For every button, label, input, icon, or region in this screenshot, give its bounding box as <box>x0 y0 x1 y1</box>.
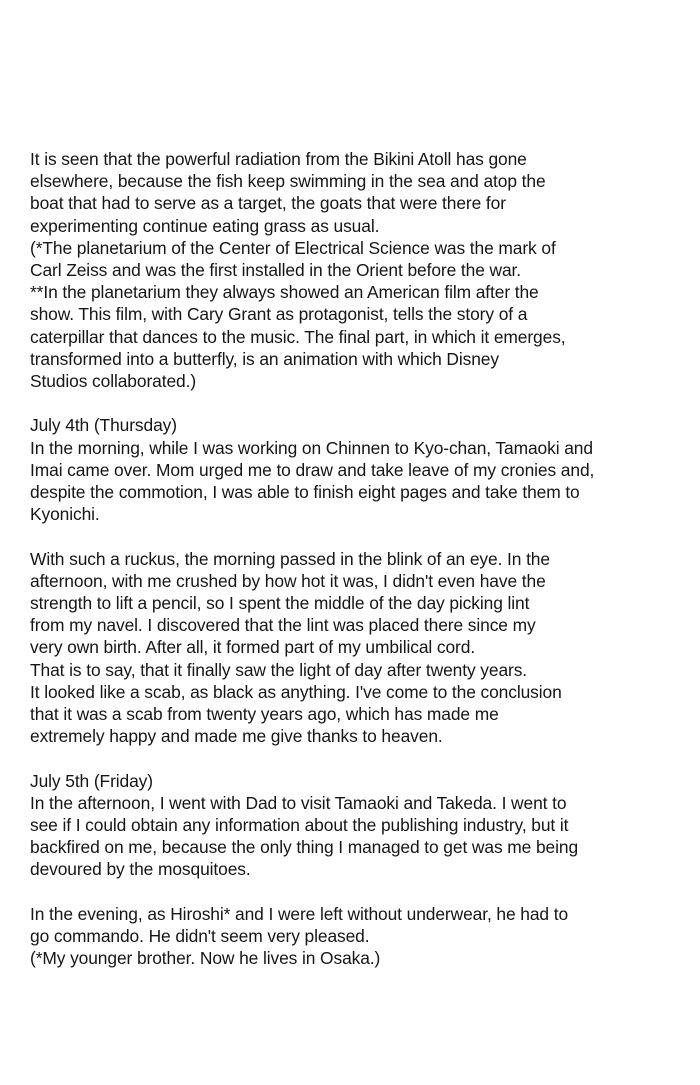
text-line: go commando. He didn't seem very pleased. <box>30 926 370 947</box>
paragraph <box>30 903 690 970</box>
text-line: In the morning, while I was working on Chinnen to Kyo-chan, Tamaoki and <box>30 437 593 458</box>
text-line: elsewhere, because the fish keep swimming in the sea and atop the <box>30 171 546 192</box>
text-line: despite the commotion, I was able to finish eight pages and take them to <box>30 482 580 503</box>
text-line: Imai came over. Mom urged me to draw and take leave of my cronies and, <box>30 459 595 480</box>
text-line: caterpillar that dances to the music. The final part, in which it emerges, <box>30 326 566 347</box>
text-line: boat that had to serve as a target, the goats that were there for <box>30 193 506 214</box>
text-line: It looked like a scab, as black as anything. I've come to the conclusion <box>30 681 562 702</box>
text-line: transformed into a butterfly, is an animation with which Disney <box>30 348 499 369</box>
text-line: In the afternoon, I went with Dad to visit Tamaoki and Takeda. I went to <box>30 792 567 813</box>
paragraph <box>30 148 690 392</box>
text-line: July 5th (Friday) <box>30 770 153 791</box>
text-line: It is seen that the powerful radiation from the Bikini Atoll has gone <box>30 149 527 169</box>
text-line: Kyonichi. <box>30 504 100 525</box>
text-line: (*My younger brother. Now he lives in Osaka.) <box>30 948 381 969</box>
text-line: July 4th (Thursday) <box>30 415 177 436</box>
text-line: extremely happy and made me give thanks to heaven. <box>30 726 443 747</box>
text-line: **In the planetarium they always showed an American film after the <box>30 282 539 303</box>
text-line: experimenting continue eating grass as usual. <box>30 215 380 236</box>
paragraph <box>30 770 690 881</box>
text-line: see if I could obtain any information about the publishing industry, but it <box>30 815 569 836</box>
text-line: afternoon, with me crushed by how hot it was, I didn't even have the <box>30 570 546 591</box>
text-line: devoured by the mosquitoes. <box>30 859 251 880</box>
text-line: In the evening, as Hiroshi* and I were left without underwear, he had to <box>30 903 569 924</box>
text-line: that it was a scab from twenty years ago, which has made me <box>30 704 499 725</box>
text-line: That is to say, that it finally saw the light of day after twenty years. <box>30 659 528 680</box>
text-line: show. This film, with Cary Grant as protagonist, tells the story of a <box>30 304 528 325</box>
paragraph <box>30 548 690 748</box>
text-line: With such a ruckus, the morning passed in the blink of an eye. In the <box>30 548 550 569</box>
text-line: Studios collaborated.) <box>30 371 197 392</box>
text-line: Carl Zeiss and was the first installed in the Orient before the war. <box>30 260 521 281</box>
text-line: strength to lift a pencil, so I spent the middle of the day picking lint <box>30 593 530 614</box>
document-page <box>30 148 690 992</box>
text-line: from my navel. I discovered that the lint was placed there since my <box>30 615 536 636</box>
paragraph <box>30 414 690 525</box>
text-line: backfired on me, because the only thing I managed to get was me being <box>30 837 579 858</box>
text-line: very own birth. After all, it formed part of my umbilical cord. <box>30 637 476 658</box>
text-line: (*The planetarium of the Center of Electrical Science was the mark of <box>30 237 556 258</box>
